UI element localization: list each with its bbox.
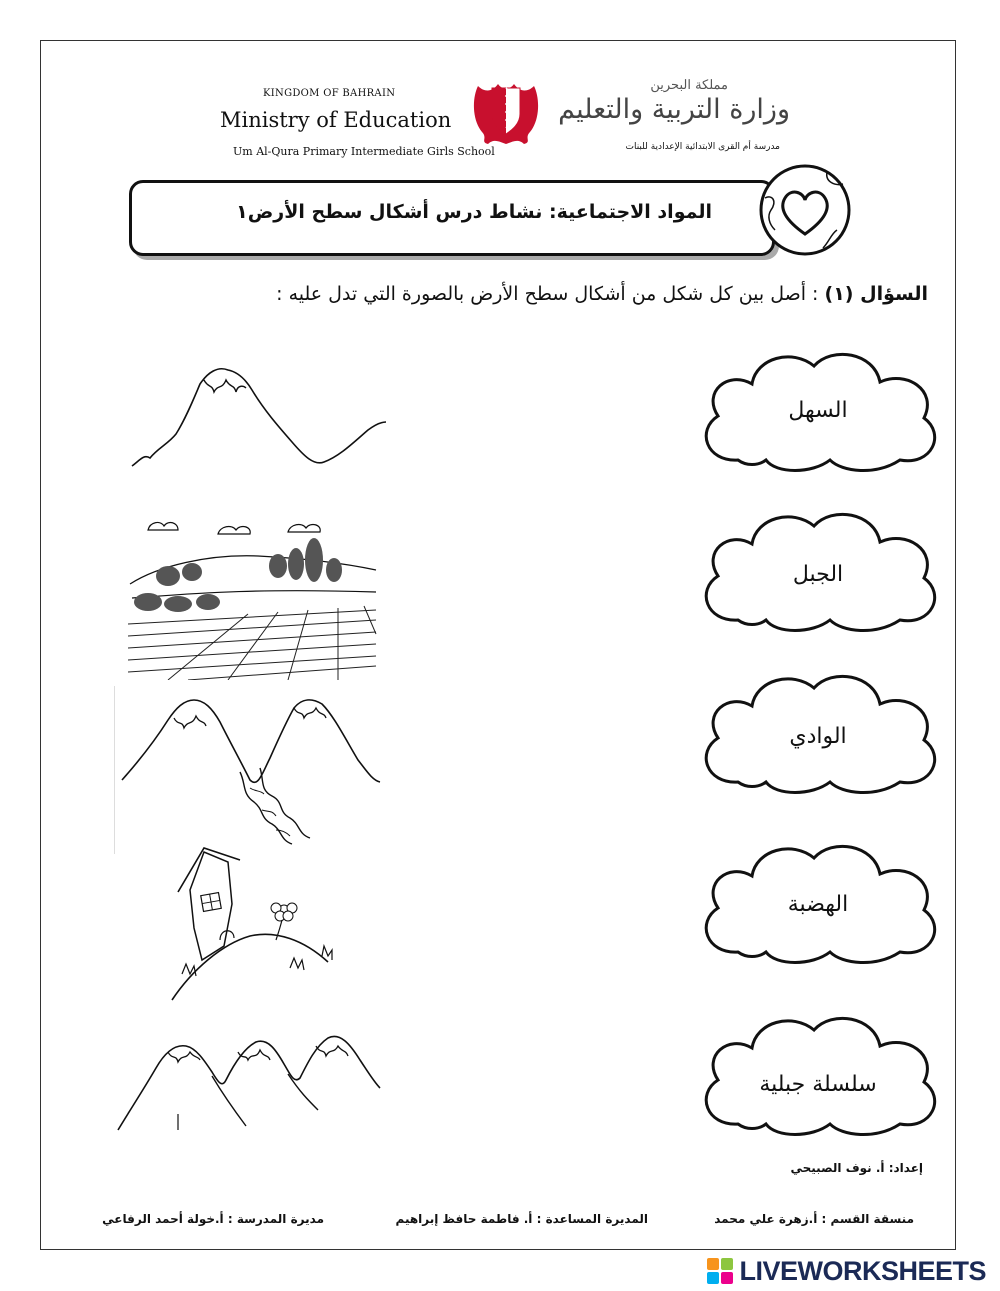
- liveworksheets-brand: LIVEWORKSHEETS: [739, 1255, 986, 1286]
- plain-picture[interactable]: [128, 514, 378, 680]
- school-ar: مدرسة أم القرى الابتدائية الإعدادية للبنات: [625, 142, 780, 152]
- globe-heart-icon: [755, 160, 855, 260]
- school-en: Um Al-Qura Primary Intermediate Girls School: [233, 145, 495, 158]
- kingdom-ar: مملكة البحرين: [650, 78, 728, 93]
- cloud-option-5[interactable]: [692, 1012, 944, 1142]
- mountain-picture[interactable]: [128, 362, 386, 470]
- cloud-label: الوادي: [789, 724, 847, 749]
- plateau-picture[interactable]: [164, 844, 336, 1004]
- question-label: السؤال (١): [824, 283, 928, 305]
- bahrain-emblem-icon: [470, 80, 542, 146]
- cloud-label: السهل: [788, 398, 848, 423]
- ministry-en: Ministry of Education: [220, 108, 452, 132]
- cloud-label: الجبل: [792, 562, 844, 587]
- principal: مديرة المدرسة : أ.خولة أحمد الرفاعي: [102, 1212, 324, 1226]
- liveworksheets-logo[interactable]: [707, 1257, 986, 1285]
- cloud-label: الهضبة: [787, 892, 849, 917]
- worksheet-title: المواد الاجتماعية: نشاط درس أشكال سطح الأرض١: [236, 201, 712, 223]
- question-text: : أصل بين كل شكل من أشكال سطح الأرض بالصورة التي تدل عليه :: [276, 283, 825, 305]
- cloud-label: سلسلة جبلية: [759, 1072, 877, 1097]
- ministry-ar: وزارة التربية والتعليم: [558, 94, 790, 125]
- cloud-option-2[interactable]: [692, 508, 944, 638]
- question-1: [276, 283, 928, 305]
- cloud-option-3[interactable]: [692, 670, 944, 800]
- mountain-range-picture[interactable]: [112, 1030, 382, 1138]
- title-box: [129, 180, 775, 256]
- kingdom-en: KINGDOM OF BAHRAIN: [263, 88, 396, 99]
- valley-picture[interactable]: [114, 684, 382, 856]
- dept-coordinator: منسقة القسم : أ.زهرة علي محمد: [714, 1212, 914, 1226]
- cloud-option-4[interactable]: [692, 840, 944, 970]
- liveworksheets-icon: [707, 1258, 733, 1284]
- cloud-option-1[interactable]: [692, 348, 944, 478]
- prepared-by: إعداد: أ. نوف الصبيحي: [790, 1161, 923, 1175]
- assistant-principal: المديرة المساعدة : أ. فاطمة حافظ إبراهيم: [395, 1212, 648, 1226]
